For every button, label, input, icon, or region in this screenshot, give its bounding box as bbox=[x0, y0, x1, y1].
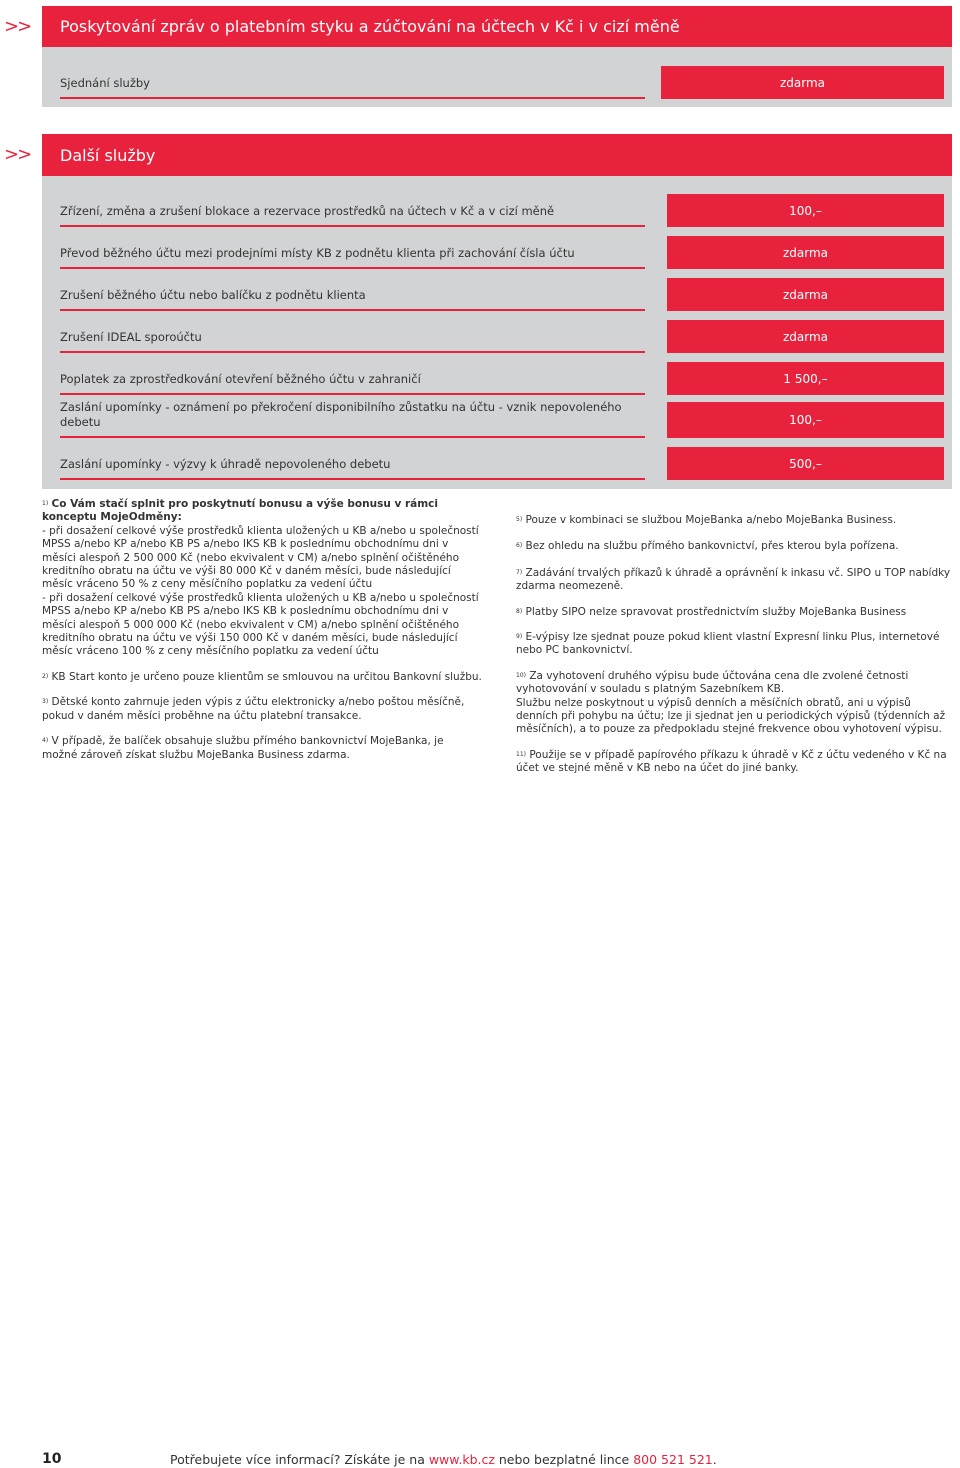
footnote-text: Bez ohledu na službu přímého bankovnictví, přes kterou byla pořízena. bbox=[525, 540, 899, 553]
row-price: 100,– bbox=[667, 402, 944, 438]
page-number: 10 bbox=[42, 1451, 62, 1467]
footnote-number: 8) bbox=[516, 607, 523, 615]
footnote bbox=[42, 498, 482, 659]
table-row bbox=[42, 447, 952, 480]
footnote-text: KB Start konto je určeno pouze klientům se smlouvou na určitou Bankovní službu. bbox=[51, 670, 482, 683]
table-row bbox=[42, 400, 952, 438]
footer-text-lead: Potřebujete více informací? Získáte je na bbox=[170, 1452, 429, 1467]
section-marker: >> bbox=[4, 16, 31, 37]
footnote bbox=[516, 606, 952, 619]
footnote-text: Pouze v kombinaci se službou MojeBanka a/nebo MojeBanka Business. bbox=[525, 514, 897, 526]
footnote-number: 1) bbox=[42, 500, 49, 507]
row-label: Zrušení IDEAL sporoúčtu bbox=[60, 330, 645, 353]
table-row bbox=[42, 66, 952, 99]
footnote-text: Dětské konto zahrnuje jeden výpis z účtu elektronicky a/nebo poštou měsíčně, pokud v daném měsíci proběhne na účtu platební transakce. bbox=[42, 696, 465, 722]
website-link[interactable]: www.kb.cz bbox=[428, 1452, 495, 1467]
footnotes-right bbox=[516, 514, 952, 788]
section-title-reporting: Poskytování zpráv o platebním styku a zúčtování na účtech v Kč i v cizí měně bbox=[42, 6, 952, 47]
footnote-number: 2) bbox=[42, 672, 49, 680]
row-price: 1 500,– bbox=[667, 362, 944, 395]
footnote bbox=[516, 567, 952, 594]
row-label: Zaslání upomínky - výzvy k úhradě nepovoleného debetu bbox=[60, 457, 645, 480]
footnote bbox=[42, 696, 482, 723]
footnote-text: E-výpisy lze sjednat pouze pokud klient vlastní Expresní linku Plus, internetové nebo PC bankovnictví. bbox=[516, 631, 940, 657]
footnote-text: Použije se v případě papírového příkazu k úhradě v Kč z účtu vedeného v Kč na účet ve stejné měně v KB nebo na účet do jiné banky. bbox=[516, 748, 947, 775]
footnote-number: 10) bbox=[516, 671, 526, 679]
page-footer bbox=[0, 1451, 960, 1468]
row-label: Sjednání služby bbox=[60, 76, 645, 99]
footnote-number: 9) bbox=[516, 633, 523, 641]
footnote-text: Platby SIPO nelze spravovat prostřednictvím služby MojeBanka Business bbox=[525, 605, 907, 618]
footnote-text: Zadávání trvalých příkazů k úhradě a oprávnění k inkasu vč. SIPO u TOP nabídky zdarma neomezeně. bbox=[516, 566, 951, 593]
table-row bbox=[42, 194, 952, 227]
section-body-reporting bbox=[42, 47, 952, 107]
table-row bbox=[42, 236, 952, 269]
row-label: Převod běžného účtu mezi prodejními místy KB z podnětu klienta při zachování čísla účtu bbox=[60, 246, 645, 269]
footer-text-middle: nebo bezplatné lince bbox=[494, 1452, 634, 1467]
footnote-text: - při dosažení celkové výše prostředků klienta uložených u KB a/nebo u společností MPSS a/nebo KP a/nebo KB PS a/nebo IKS KB k poslednímu obchodnímu dni v měsíci alespoň 2 500 000 Kč (nebo ekvivalent v CM) a/nebo splnění očištěného kreditního obratu na účtu ve výši 80 000 Kč v daném měsíci, bude následující měsíc vráceno 50 % z ceny měsíčního poplatku za vedení účtu - při dosažení celkové výše prostředků klienta uložených u KB a/nebo u společností MPSS a/nebo KP a/nebo KB PS a/nebo IKS KB k poslednímu obchodnímu dni v měsíci alespoň 5 000 000 Kč (nebo ekvivalent v CM) a/nebo splnění očištěného kreditního obratu na účtu ve výši 150 000 Kč v daném měsíci, bude následující měsíc vráceno 100 % z ceny měsíčního poplatku za vedení účtu bbox=[42, 524, 479, 658]
row-label: Poplatek za zprostředkování otevření běžného účtu v zahraničí bbox=[60, 372, 645, 395]
footnote-number: 7) bbox=[516, 568, 523, 576]
table-row bbox=[42, 362, 952, 395]
section-title-other-services: Další služby bbox=[42, 134, 952, 176]
footnote-title: Co Vám stačí splnit pro poskytnutí bonusu a výše bonusu v rámci konceptu MojeOdměny: bbox=[42, 498, 438, 524]
table-row bbox=[42, 278, 952, 311]
section-marker: >> bbox=[4, 144, 31, 165]
footnote bbox=[516, 670, 952, 737]
row-price: zdarma bbox=[667, 320, 944, 353]
footnote-number: 3) bbox=[42, 698, 49, 706]
row-label: Zrušení běžného účtu nebo balíčku z podnětu klienta bbox=[60, 288, 645, 311]
footnote-text: Za vyhotovení druhého výpisu bude účtována cena dle zvolené četnosti vyhotovování v souladu s platným Sazebníkem KB. Službu nelze poskytnout u výpisů denních a měsíčních obratů, ani u výpisů denních při pohybu na účtu; lze ji sjednat jen u periodických výpisů (týdenních až měsíčních), a to pouze za předpokladu stejné frekvence obou vyhotovení výpisu. bbox=[516, 669, 946, 736]
row-price: 500,– bbox=[667, 447, 944, 480]
row-price: zdarma bbox=[667, 236, 944, 269]
footnote bbox=[516, 514, 952, 527]
row-price: 100,– bbox=[667, 194, 944, 227]
footnote bbox=[42, 735, 482, 762]
footnote-number: 6) bbox=[516, 542, 523, 550]
footnote-number: 5) bbox=[516, 516, 523, 523]
row-label: Zřízení, změna a zrušení blokace a rezervace prostředků na účtech v Kč a v cizí měně bbox=[60, 204, 645, 227]
footnotes-left bbox=[42, 498, 482, 774]
section-body-other-services bbox=[42, 176, 952, 489]
footer-contact bbox=[170, 1452, 717, 1467]
row-price: zdarma bbox=[661, 66, 944, 99]
table-row bbox=[42, 320, 952, 353]
footnote bbox=[516, 749, 952, 776]
footnote-number: 11) bbox=[516, 750, 526, 758]
footer-text-end: . bbox=[712, 1452, 717, 1467]
phone-number[interactable]: 800 521 521 bbox=[633, 1452, 713, 1467]
footnote bbox=[516, 540, 952, 553]
row-label: Zaslání upomínky - oznámení po překročení disponibilního zůstatku na účtu - vznik nepovoleného debetu bbox=[60, 400, 645, 438]
footnote bbox=[516, 631, 952, 658]
footnote-number: 4) bbox=[42, 737, 49, 745]
footnote-text: V případě, že balíček obsahuje službu přímého bankovnictví MojeBanka, je možné zároveň získat službu MojeBanka Business zdarma. bbox=[42, 735, 444, 761]
footnote bbox=[42, 671, 482, 684]
row-price: zdarma bbox=[667, 278, 944, 311]
